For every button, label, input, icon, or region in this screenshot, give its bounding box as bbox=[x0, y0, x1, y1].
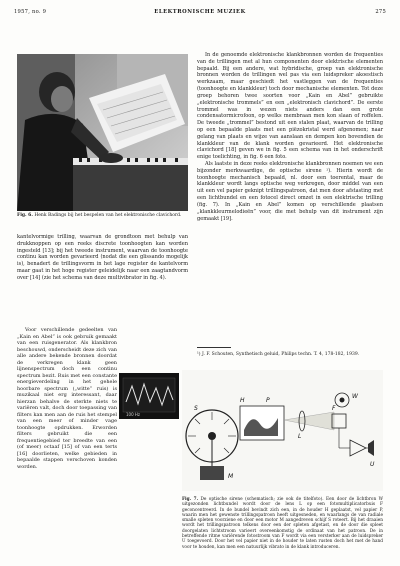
label-f: F bbox=[332, 405, 336, 412]
figure-6-caption-text: Henk Badings bij het bespelen van het elektronische clavichord. bbox=[34, 213, 182, 218]
paragraph: In de genoemde elektronische klankbronnen worden de frequenties van de trillingen met al hun componenten door elektrische elementen bepaald. Bij een andere, wat hybridische, groep van elektronische bronnen worden de trillingen wel pas via een luidspreker akoestisch werkzaam, maar geschiedt het vastleggen van de frequenties (toonhoogte en klankkleur) toch door mechanische elementen. Tot deze groep behoren twee soorten voor „Kain en Abel” gebruikte „elektronische trommels” en een „elektronisch clavichord”. De eerste trommel was in wezen niets anders dan een grote condensatormicrofoon, op welks membraan men kon slaan of roffelen. De tweede „trommel” bestond uit een stalen plaat, waarvan de trilling op een bepaalde plaats met een piëzokristal werd afgenomen; naar gelang van plaats en wijze van aanslaan en dempen kon bovendien de klankkleur van de klank worden gevarieerd. Het elektronische clavichord [18] geven we in fig. 5 een schema van in het onderschrift enige toelichting, in fig. 6 een foto. bbox=[197, 52, 383, 161]
figure-6-label: Fig. 6. bbox=[17, 213, 33, 218]
scope-label: 100 Hz bbox=[126, 412, 141, 417]
footnote-rule bbox=[197, 347, 231, 348]
page-number: 275 bbox=[375, 9, 386, 15]
figure-7-caption-text: De optische sirene (schematisch; zie ook de titelfoto). Een door de lichtbron W uitgezonden lichtbundel wordt door de lens L op een fotomultiplicatorbuis F geconcentreerd. In de bundel bevindt zich een, in de houder H geplaatst, vel papier P, waarin men het gewenste trillingspatroon heeft uitgesneden, en waarlangs de van radiale smalle spleten voorziene en door een motor M aangedreven schijf S roteert. Bij het draaien wordt het trillingspatroon telkens door een der spleten afgetast, en de door die spleet doorgelaten lichtstroom varieert overeenkomstig de ordinaat van het patroon. De in betreffende ritme variërende fotostroom van F wordt via een versterker aan de luidspreker U toegevoerd. Door het vel papier niet in de houder te laten rusten doch het met de hand voor te houden, kan men een natuurlijk vibrato in de klank introduceren. bbox=[182, 497, 383, 550]
figure-7-caption bbox=[182, 497, 383, 550]
left-column-text-narrow bbox=[17, 327, 117, 470]
paragraph: Voor verschillende gedeelten van „Kain en Abel” is ook gebruik gemaakt van een ruisgenerator. Als klankbron beschouwd, onderscheidt deze zich van alle andere bekende bronnen doordat de verkregen klank geen lijnenspectrum doch een continu spectrum bezit. Ruis met een constante energieverdeling in het gehele hoorbare spectrum („witte” ruis) is muzikaal niet erg interessant, daar hierzan behalve de sterkte niets te variëren valt, doch door toepassing van filters kan men aan de ruis het stempel van een meer of minder vage toonhoogte opdrukken. Erworden filters gebruikt die een frequentiegebied ter breedte van een (of meer) octaaf [15] of van een terts [16] doorlieten, welke gebieden in bepaalde stappen verschoven konden worden. bbox=[17, 327, 117, 470]
journal-section-title: ELEKTRONISCHE MUZIEK bbox=[154, 9, 246, 15]
label-l: L bbox=[298, 433, 302, 440]
label-m: M bbox=[228, 473, 234, 480]
label-h: H bbox=[240, 397, 245, 404]
figure-6-photo bbox=[17, 54, 188, 211]
figure-7-diagram bbox=[182, 370, 383, 491]
left-column-text-top bbox=[17, 234, 188, 282]
oscilloscope-inset bbox=[118, 372, 180, 420]
right-column-text bbox=[197, 52, 383, 222]
label-u: U bbox=[370, 461, 375, 468]
figure-7-label: Fig. 7. bbox=[182, 497, 199, 502]
paragraph: Als laatste in deze reeks elektronische klankbronnen noemen we een bijzonder merkwaardige, de optische sirene ¹). Hierin wordt de toonhoogte mechanisch bepaald, nl. door een toerental, maar de klankkleur wordt langs optische weg verkregen, door middel van een uit een vel papier geknipt trillingspatroon, dat men door afstasting met een lichtbundel en een fotocel direct omzet in een elektrische trilling (fig. 7). In „Kain en Abel” komen op verschillende plaatsen „klankkleurmelodieën” voor, die met behulp van dit instrument zijn gemaakt [19]. bbox=[197, 161, 383, 222]
footnote-text: J. F. Schouten, Synthetisch geluid, Philips techn. T. 4, 178-182, 1939. bbox=[202, 352, 360, 357]
figure-6-caption bbox=[17, 213, 188, 219]
label-p: P bbox=[266, 397, 270, 404]
footnote-marker: ¹) bbox=[197, 352, 201, 357]
issue-label: 1957, no. 9 bbox=[14, 9, 47, 15]
footnote bbox=[197, 352, 383, 358]
running-header bbox=[14, 9, 386, 19]
label-w: W bbox=[352, 393, 358, 400]
label-s: S bbox=[194, 405, 198, 412]
paragraph: kantelvormige trilling, waarvan de grondtoon met behulp van drukknoppen op een reeks discrete toonhoogten kan worden ingesteld [13]; bij het tweede instrument, waarvan de toonhoogte continu kan worden gevarieerd (nodat die een glissando mogelijk is), benadert de trillingsvorm in het lage register de kantelvorm maar gaat in het hoge register geleidelijk naar een zaagtandvorm over [14] (zie het schema van deze multivibrator in fig. 4). bbox=[17, 234, 188, 281]
